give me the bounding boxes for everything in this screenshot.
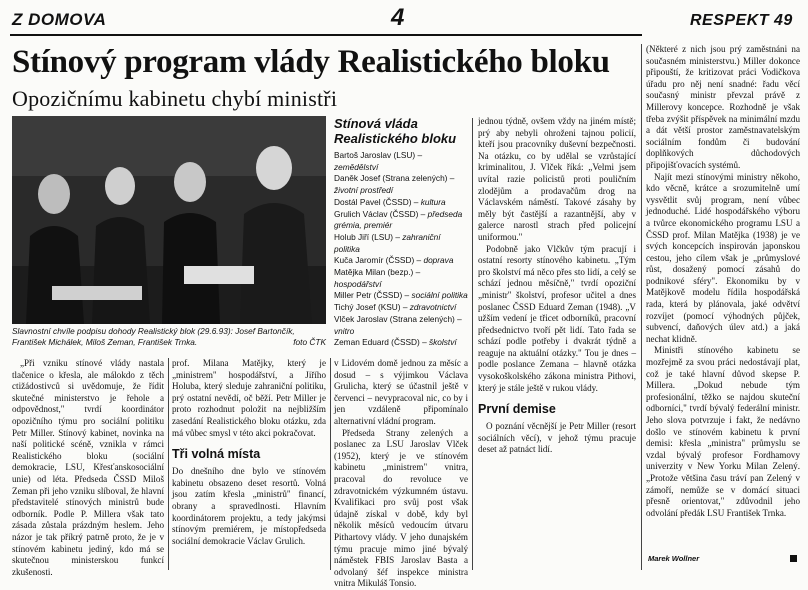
paragraph: Předseda Strany zelených a poslanec za LSU Jaroslav Vlček (1952), který je ve stínovém kabinetu „ministrem" vnitra, pracoval do revoluce ve zdravotnickém výzkumném ústavu. Kvalifikaci pro svůj post však údajně získal v době, kdy byl několik měsíců vedoucím útvaru Pithartovy vlády. V jeho dunajském týmu pracuje mimo jiné bývalý náměstek FBIS Jaroslav Basta a odvolaný šéf inspekce ministra vnitra Mikuláš Tonsio. bbox=[334, 427, 468, 589]
paragraph: prof. Milana Matějky, který je „ministrem" hospodářství, a Jiřího Holuba, který sleduje zahraniční politiku, prý ostatní nevědí, oč běží. Petr Miller je proto rozhodnut položit na nejbližším zasedání Realistického bloku otázku, zda má vůbec smysl v této akci pokračovat. bbox=[172, 358, 326, 438]
member-separator: – bbox=[415, 150, 423, 160]
paragraph: „Při vzniku stínové vlády nastala tlačenice o křesla, ale málokdo z těch ctižádostivců si uvědomuje, že řídit skutečné ministerstvo je řehole a odpovědnost," tvrdí koordinátor opozičního týmu pro sociální politiku Petr Miller. Stínový kabinet, novinka na naší politické scéně, vznikla v rámci Realistického bloku (sociální demokracie, LSU, Křesťanskosociální unie) od léta. Předseda ČSSD Miloš Zeman při jeho vzniku slíboval, že hlavní představitelé stínových ministrů bude odborník. Podle P. Millera však tato zásada zůstala prázdným heslem. Jeho názor je tak příkrý patrně proto, že je v stínovém kabinetu jediný, kdo má se skutečnou ministerskou funkcí zkušenosti. bbox=[12, 358, 164, 577]
paragraph: v Lidovém domě jednou za měsíc a dosud – s výjimkou Václava Grulicha, který se účastnil ještě v červenci – nevypracoval nic, co by i jen vzdáleně připomínalo alternativní vládní program. bbox=[334, 358, 468, 426]
box-heading: Stínová vláda Realistického bloku bbox=[334, 116, 457, 146]
member-name: Tichý Josef (KSU) bbox=[334, 302, 401, 313]
member-separator: – bbox=[411, 196, 421, 207]
article-subtitle: Opozičnímu kabinetu chybí ministři bbox=[12, 86, 338, 111]
member-name: Miller Petr (ČSSD) bbox=[334, 290, 403, 301]
column-rule-3 bbox=[472, 118, 473, 570]
member-role: zahraniční politika bbox=[334, 231, 441, 254]
paragraph: O poznání věcnější je Petr Miller (resort sociálních věcí), v jehož týmu pracuje deset až patnáct lidí. bbox=[478, 421, 636, 455]
member-role: kultura bbox=[420, 196, 446, 207]
member-role: doprava bbox=[423, 255, 454, 266]
cabinet-member bbox=[334, 302, 468, 314]
cabinet-member bbox=[334, 173, 468, 196]
cabinet-member bbox=[334, 209, 468, 232]
member-name: Dostál Pavel (ČSSD) bbox=[334, 196, 412, 207]
paragraph: jednou týdně, ovšem vždy na jiném místě; prý aby nebyli ohroženi tajnou policií, kteří jsou pracovníky duševní bezpečnosti. Na otázku, co by udělal se vzrůstající kriminalitou, J. Vlček říká: „Velmi jsem uvítal razie policistů proti pouličním zlodějům a prodavačům drog na Václavském náměstí. Takové zásahy by měly být častější a razantnější, aby v galerce narostl strach před policejní uniformou." bbox=[478, 116, 636, 242]
member-separator: – bbox=[419, 337, 429, 348]
cabinet-box bbox=[334, 116, 468, 352]
column-rule-1 bbox=[168, 358, 169, 570]
member-separator: – bbox=[418, 208, 428, 219]
member-separator: – bbox=[414, 255, 424, 266]
text-column-1 bbox=[12, 358, 164, 577]
member-role: sociální politika bbox=[411, 290, 468, 301]
member-role: hospodářství bbox=[334, 278, 382, 289]
cabinet-member bbox=[334, 232, 468, 255]
cabinet-member-list bbox=[334, 150, 468, 349]
cabinet-member bbox=[334, 255, 468, 267]
text-column-3 bbox=[334, 358, 468, 589]
member-role: životní prostředí bbox=[334, 185, 394, 196]
photo-credit: foto ČTK bbox=[293, 337, 326, 347]
member-role: vnitro bbox=[334, 325, 355, 336]
column-rule-2 bbox=[330, 358, 331, 570]
section-label: Z DOMOVA bbox=[12, 10, 107, 29]
article-title: Stínový program vlády Realistického bloku bbox=[12, 44, 610, 80]
cabinet-member bbox=[334, 197, 468, 209]
member-separator: – bbox=[402, 290, 412, 301]
member-name: Matějka Milan (bezp.) bbox=[334, 267, 414, 278]
text-column-4 bbox=[478, 116, 636, 570]
member-name: Holub Jiří (LSU) bbox=[334, 231, 394, 242]
member-role: školství bbox=[429, 337, 457, 348]
member-name: Grulich Václav (ČSSD) bbox=[334, 208, 419, 219]
cabinet-member bbox=[334, 150, 468, 173]
photo-caption bbox=[12, 326, 326, 348]
member-role: zemědělství bbox=[334, 161, 379, 172]
author-name: Marek Wollner bbox=[648, 554, 700, 563]
page-number: 4 bbox=[391, 4, 405, 31]
header-rule bbox=[10, 34, 642, 36]
paragraph: (Některé z nich jsou prý zaměstnáni na současném ministerstvu.) Miller dokonce připouští, že kritizovat práci Vodičkova úřadu pro něj není snadné: řadu věcí současný ministr převzal právě z Millerovy koncepce. Rozhodně je však třeba zvýšit příspěvek na minimální mzdu a dát větší prostor zaměstnavatelským sociálním fondům či budování doplňkových důchodových připojišťovacích systémů. bbox=[646, 44, 800, 170]
magazine-name: RESPEKT 49 bbox=[690, 12, 793, 29]
end-mark bbox=[790, 555, 797, 562]
paragraph: Do dnešního dne bylo ve stínovém kabinetu obsazeno deset resortů. Volná jsou zatím křesla „ministrů" financí, obrany a spravedlnosti. Hlavním koordinátorem projektu, a tedy jakýmsi stínovým premiérem, je místopředseda sociální demokracie Václav Grulich. bbox=[172, 466, 326, 546]
member-name: Vlček Jaroslav (Strana zelených) bbox=[334, 313, 455, 324]
text-column-2 bbox=[172, 358, 326, 570]
member-name: Zeman Eduard (ČSSD) bbox=[334, 337, 420, 348]
column-rule-4 bbox=[641, 44, 642, 570]
member-role: předseda grémia, premiér bbox=[334, 208, 463, 231]
member-separator: – bbox=[400, 302, 410, 313]
member-name: Bartoš Jaroslav (LSU) bbox=[334, 150, 416, 160]
cabinet-member bbox=[334, 290, 468, 302]
member-role: zdravotnictví bbox=[409, 302, 457, 313]
cabinet-member bbox=[334, 337, 468, 349]
photo-illustration bbox=[12, 116, 326, 324]
member-separator: – bbox=[447, 173, 455, 184]
member-separator: – bbox=[454, 313, 462, 324]
member-name: Kuča Jaromír (ČSSD) bbox=[334, 255, 415, 266]
article-photo bbox=[12, 116, 326, 324]
paragraph: Ministři stínového kabinetu se mozřejmě za svou práci nedostávají plat, což je také hlavní důvod skepse P. Millera. „Dokud nebude tým profesionální, těžko se najdou skuteční odborníci," tvrdí bývalý federální ministr. Jeho slova potvrzuje i fakt, že nedávno došlo ve stínovém kabinetu k první demisi: křesla „ministra" průmyslu se vzdal bývalý profesor Fordhamovy univerzity v New Yorku Milan Zelený. „Protože většina času tráví pan Zelený v zámoří, nemůže se v domácí situaci přesně orientovat," zdůvodnil jeho odvolání předák LSU František Trnka. bbox=[646, 345, 800, 518]
member-separator: – bbox=[413, 267, 421, 278]
subhead-free-seats: Tři volná místa bbox=[172, 447, 261, 462]
cabinet-member bbox=[334, 314, 468, 337]
caption-text: Slavnostní chvíle podpisu dohody Realistický blok (29.6.93): Josef Bartončík, František Michálek, Miloš Zeman, František Trnka. bbox=[12, 326, 295, 347]
text-column-5 bbox=[646, 44, 800, 552]
subhead-first-resignation: První demise bbox=[478, 402, 556, 417]
member-name: Daněk Josef (Strana zelených) bbox=[334, 173, 448, 184]
member-separator: – bbox=[393, 231, 403, 242]
paragraph: Podobně jako Vlčkův tým pracují i ostatní resorty stínového kabinetu. „Tým pro školství má něco přes sto lidí, a celý se schází jednou měsíčně," tvrdí opoziční „ministr" školství, profesor učitel a dnes poslanec ČSSD Eduard Zeman (1948). „V užším vedení je třicet odborníků, pracovní předsednictvo tvoří pět lidí. Tato řada se schází podle potřeby i dvakrát týdně a reaguje na aktuální otázky." Tou je dnes – podle poslance Zemana – hlavně otázka vysokoškolského zákona ministra Pithovi, který je stále ještě v rukou vlády. bbox=[478, 243, 636, 393]
cabinet-member bbox=[334, 267, 468, 290]
paragraph: Najít mezi stínovými ministry někoho, kdo věcně, krátce a srozumitelně umí vysvětlit svůj program, není vůbec jednoduché. Lidé hospodářského výboru a tvůrce ekonomického programu LSU a ČSSD prof. Milan Matějka (1938) je ve svých koncepcích inspirován japonskou cestou, jeho cílem však je „průmyslové růst, dosažený pomocí zásahů do podnikové sféry". Ekonomiku by v Matějkově modelu řídila hospodářská rada, která by plánovala, jaké odvětví rozvíjet (pomocí výhodných půjček, subvencí, daňových úlev atd.) a jaká nechat klidně. bbox=[646, 171, 800, 344]
